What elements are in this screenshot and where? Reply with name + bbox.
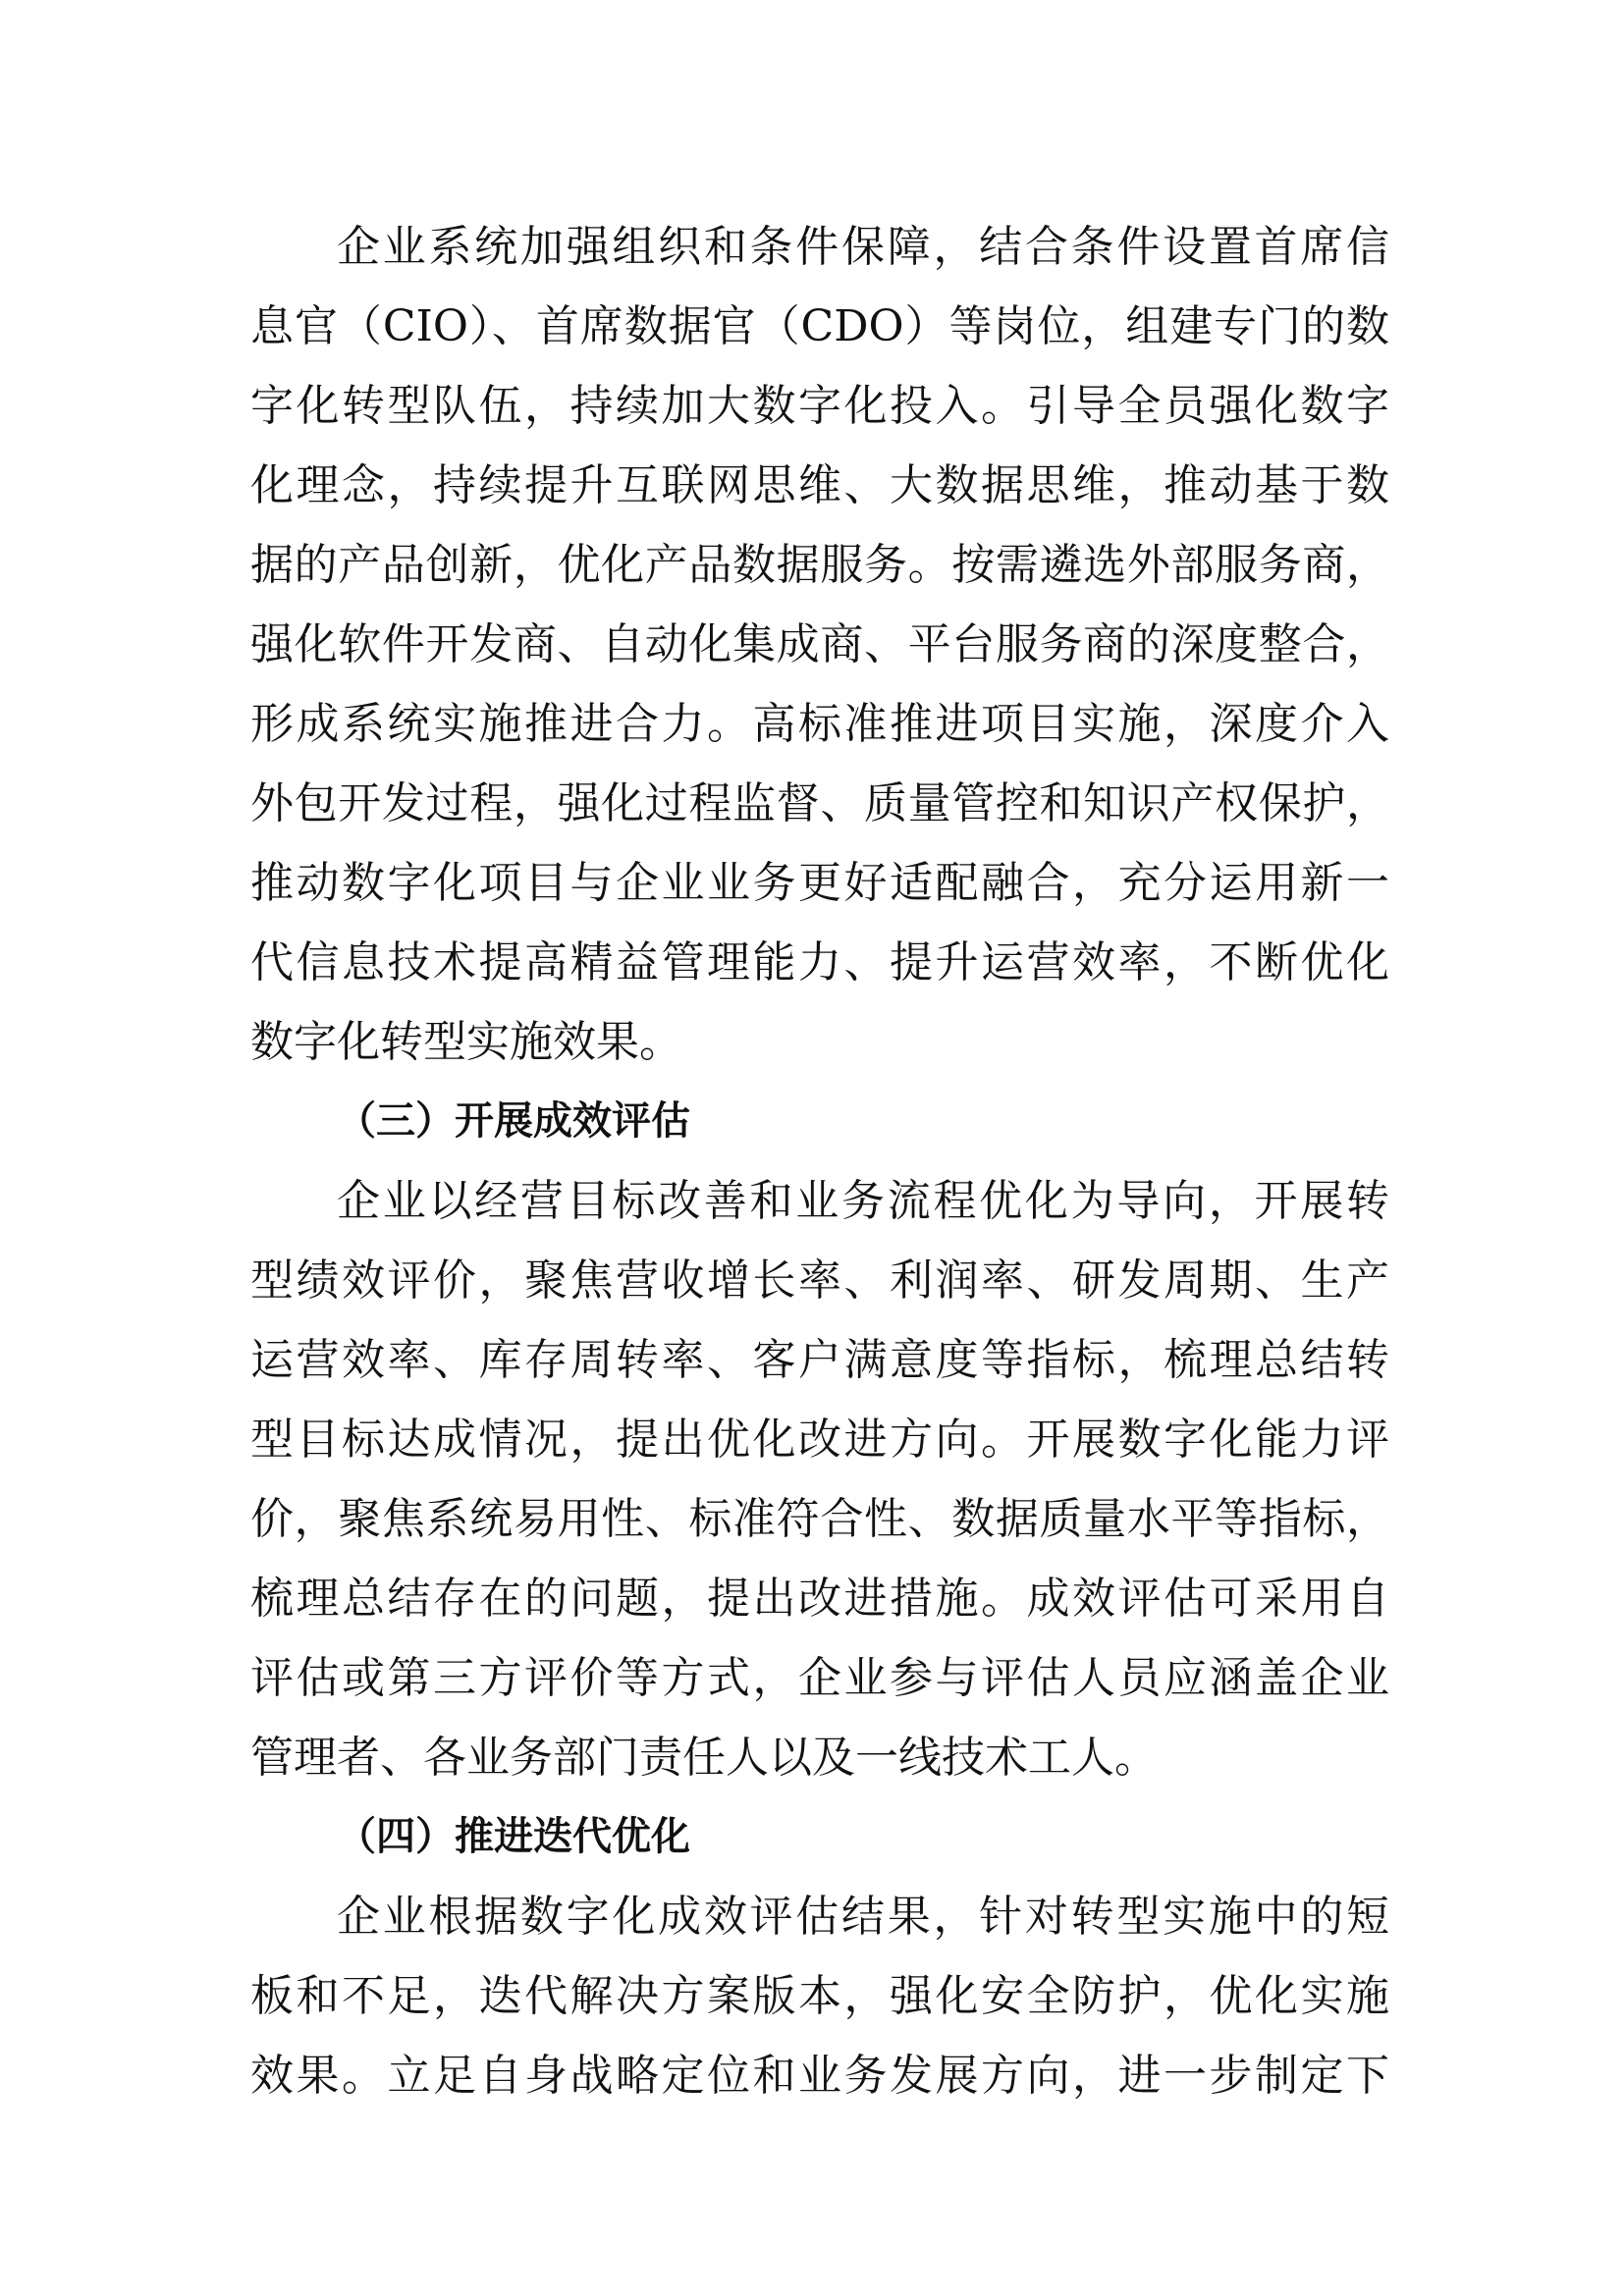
text-line: 外包开发过程，强化过程监督、质量管控和知识产权保护， [250,778,1389,828]
text-line: 评估或第三方评价等方式，企业参与评估人员应涵盖企业 [250,1653,1389,1703]
text-line: 运营效率、库存周转率、客户满意度等指标，梳理总结转 [250,1335,1389,1385]
text-line: 效果。立足自身战略定位和业务发展方向，进一步制定下 [250,2051,1389,2101]
text-line: 形成系统实施推进合力。高标准推进项目实施，深度介入 [250,699,1389,749]
text-line: 梳理总结存在的问题，提出改进措施。成效评估可采用自 [250,1574,1389,1624]
text-line: 管理者、各业务部门责任人以及一线技术工人。 [250,1733,1158,1783]
text-line: 数字化转型实施效果。 [250,1017,682,1067]
section-heading: （四）推进迭代优化 [337,1814,690,1859]
text-line: 化理念，持续提升互联网思维、大数据思维，推动基于数 [250,460,1389,510]
text-line: 息官（CIO）、首席数据官（CDO）等岗位，组建专门的数 [250,301,1389,351]
text-line: 价，聚焦系统易用性、标准符合性、数据质量水平等指标， [250,1494,1389,1544]
text-line: 代信息技术提高精益管理能力、提升运营效率，不断优化 [250,937,1389,988]
text-line: 推动数字化项目与企业业务更好适配融合，充分运用新一 [250,858,1389,908]
text-line: 字化转型队伍，持续加大数字化投入。引导全员强化数字 [250,381,1389,431]
text-line: 企业系统加强组织和条件保障，结合条件设置首席信 [337,222,1389,272]
text-line: 强化软件开发商、自动化集成商、平台服务商的深度整合， [250,619,1389,669]
document-body [250,207,1389,2115]
section-effect-evaluation [250,1082,1389,1797]
text-line: 企业以经营目标改善和业务流程优化为导向，开展转 [337,1176,1389,1226]
text-line: 型目标达成情况，提出优化改进方向。开展数字化能力评 [250,1415,1389,1465]
section-heading: （三）开展成效评估 [337,1098,690,1144]
paragraph-organization-support [250,207,1389,1082]
text-line: 据的产品创新，优化产品数据服务。按需遴选外部服务商， [250,540,1389,590]
text-line: 型绩效评价，聚焦营收增长率、利润率、研发周期、生产 [250,1255,1389,1306]
text-line: 企业根据数字化成效评估结果，针对转型实施中的短 [337,1892,1389,1942]
section-iterative-optimization [250,1797,1389,2115]
text-line: 板和不足，迭代解决方案版本，强化安全防护，优化实施 [250,1971,1389,2021]
